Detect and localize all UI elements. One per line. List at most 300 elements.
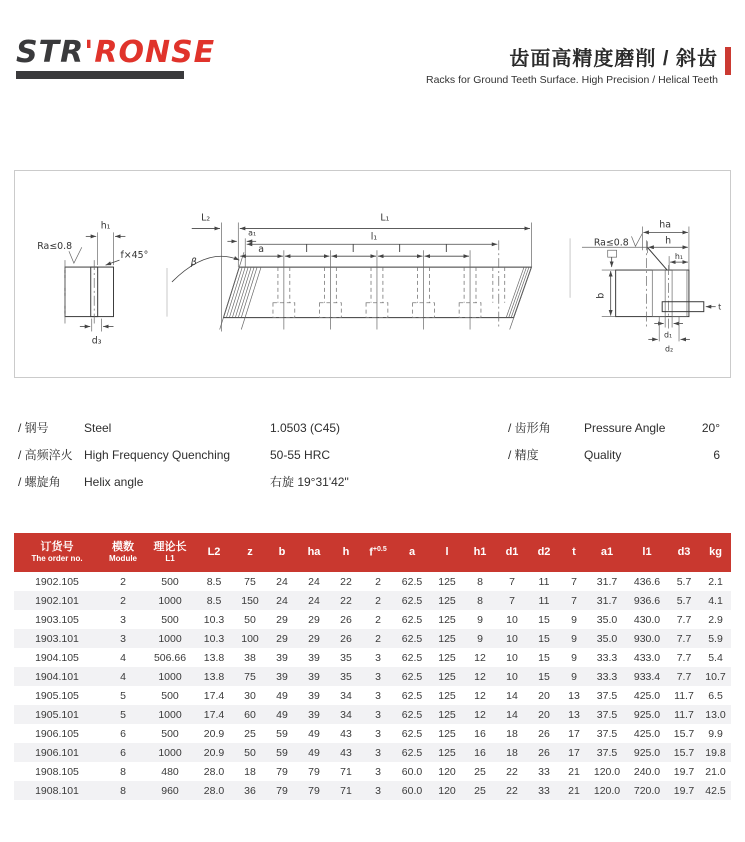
table-cell: 8.5 (206, 575, 222, 588)
table-cell: 1000 (158, 594, 182, 607)
table-cell: 16 (474, 746, 486, 759)
table-cell: 9 (571, 613, 577, 626)
table-cell: 425.0 (633, 689, 661, 702)
table-cell: 500 (161, 575, 179, 588)
table-cell: 430.0 (633, 613, 661, 626)
spec-section-left (18, 414, 488, 495)
table-cell: 125 (438, 670, 456, 683)
table-cell: 500 (161, 727, 179, 740)
depth-symbol (608, 250, 617, 257)
table-cell: 2 (375, 575, 381, 588)
table-cell: 8.5 (206, 594, 222, 607)
table-cell: 62.5 (401, 651, 423, 664)
table-cell: 25 (474, 765, 486, 778)
table-cell: 29 (276, 613, 288, 626)
table-cell: 18 (506, 746, 518, 759)
spec-row-helix-angle (18, 468, 488, 495)
table-row (14, 629, 731, 648)
table-cell: 75 (244, 575, 256, 588)
table-cell: 3 (120, 632, 126, 645)
table-cell: 10 (506, 613, 518, 626)
spec-label-en: Helix angle (84, 474, 144, 489)
table-cell: 7 (509, 575, 515, 588)
page-title-zh: 齿面高精度磨削 / 斜齿 (509, 48, 718, 70)
column-header: z (234, 533, 266, 572)
table-cell: 79 (276, 765, 288, 778)
table-cell: 33 (538, 765, 550, 778)
table-cell: 49 (276, 689, 288, 702)
table-cell: 11.7 (674, 689, 694, 702)
dim-label-h1-left: h₁ (100, 220, 111, 232)
table-cell: 15.7 (673, 746, 695, 759)
table-row (14, 686, 731, 705)
table-cell: 3 (375, 746, 381, 759)
table-cell: 15 (538, 651, 550, 664)
table-cell: 15 (538, 670, 550, 683)
table-cell: 4 (120, 651, 126, 664)
column-header: d2 (528, 533, 560, 572)
column-header: d3 (668, 533, 700, 572)
table-cell: 9 (477, 632, 483, 645)
spec-section-right (508, 414, 720, 468)
column-header: $f^{+0.5}$ (362, 533, 394, 572)
table-cell: 7.7 (676, 670, 692, 683)
column-header: t (560, 533, 588, 572)
table-cell: 7.7 (676, 613, 692, 626)
column-header: l1 (626, 533, 668, 572)
table-cell: 49 (276, 708, 288, 721)
table-row (14, 648, 731, 667)
table-cell: 28.0 (203, 784, 225, 797)
table-cell: 17.4 (203, 689, 225, 702)
dim-label-ha: ha (659, 219, 672, 231)
table-cell: 39 (276, 651, 288, 664)
table-row (14, 781, 731, 800)
table-cell: 62.5 (401, 727, 423, 740)
table-cell: 2 (120, 594, 126, 607)
dim-label-l-2: l (351, 244, 355, 256)
table-cell: 125 (438, 613, 456, 626)
dim-label-l1-top: l₁ (370, 231, 378, 243)
table-cell: 5.7 (676, 575, 692, 588)
spec-row-steel (18, 414, 488, 441)
table-cell: 12 (474, 670, 486, 683)
table-cell: 9 (571, 632, 577, 645)
page-title-en: Racks for Ground Teeth Surface. High Precision / Helical Teeth (425, 74, 718, 86)
table-cell: 433.0 (633, 651, 661, 664)
table-cell: 125 (438, 708, 456, 721)
title-accent-bar (725, 47, 731, 75)
table-cell: 8 (120, 784, 126, 797)
table-cell: 5 (120, 708, 126, 721)
spec-label-zh: / 齿形角 (508, 421, 551, 435)
table-cell: 24 (276, 575, 288, 588)
dimension-table (14, 533, 731, 800)
table-cell: 936.6 (633, 594, 661, 607)
table-cell: 2 (375, 594, 381, 607)
table-cell: 925.0 (633, 746, 661, 759)
table-cell: 1903.105 (35, 613, 79, 626)
table-cell: 35.0 (596, 632, 618, 645)
table-cell: 31.7 (596, 594, 618, 607)
table-cell: 20 (538, 689, 550, 702)
table-cell: 50 (244, 613, 256, 626)
table-cell: 28.0 (203, 765, 225, 778)
logo-part-str: STR (16, 35, 85, 70)
table-cell: 11 (538, 594, 550, 607)
spec-label-en: Steel (84, 420, 112, 435)
table-cell: 71 (340, 765, 352, 778)
table-cell: 2 (375, 632, 381, 645)
table-cell: 8 (477, 594, 483, 607)
table-row (14, 667, 731, 686)
table-row (14, 572, 731, 591)
table-cell: 60.0 (401, 784, 423, 797)
rack-drawing-svg (15, 171, 730, 377)
table-header-row (14, 533, 731, 572)
table-cell: 506.66 (153, 651, 187, 664)
table-cell: 22 (340, 575, 352, 588)
table-cell: 720.0 (633, 784, 661, 797)
table-cell: 62.5 (401, 613, 423, 626)
spec-label-en: Quality (584, 447, 622, 462)
table-cell: 7 (571, 575, 577, 588)
table-cell: 79 (276, 784, 288, 797)
table-cell: 18 (506, 727, 518, 740)
table-cell: 62.5 (401, 689, 423, 702)
table-cell: 933.4 (633, 670, 661, 683)
table-row (14, 762, 731, 781)
table-row (14, 743, 731, 762)
table-cell: 3 (375, 765, 381, 778)
table-cell: 35 (340, 670, 352, 683)
dim-label-ra-right: Ra≤0.8 (593, 237, 629, 249)
table-cell: 35 (340, 651, 352, 664)
brand-logo (16, 35, 216, 79)
column-header: b (266, 533, 298, 572)
table-cell: 1906.105 (35, 727, 79, 740)
title-block (426, 42, 718, 86)
table-cell: 19.7 (673, 784, 695, 797)
table-cell: 37.5 (596, 689, 618, 702)
column-header: 模数 Module (100, 533, 146, 572)
table-cell: 20.9 (203, 727, 225, 740)
table-cell: 13.8 (203, 651, 225, 664)
logo-underline-bar (16, 71, 184, 79)
table-cell: 6 (120, 727, 126, 740)
table-row (14, 591, 731, 610)
table-cell: 3 (375, 670, 381, 683)
table-cell: 60.0 (401, 765, 423, 778)
dim-label-ra-left: Ra≤0.8 (37, 241, 73, 253)
table-cell: 10 (506, 632, 518, 645)
dim-label-h: h (665, 235, 672, 247)
table-cell: 49 (308, 746, 320, 759)
spec-value: 50-55 HRC (270, 447, 331, 462)
table-cell: 3 (375, 651, 381, 664)
table-cell: 125 (438, 575, 456, 588)
table-cell: 8 (120, 765, 126, 778)
table-cell: 930.0 (633, 632, 661, 645)
table-cell: 1903.101 (35, 632, 79, 645)
spec-value: 6 (713, 447, 720, 462)
table-cell: 425.0 (633, 727, 661, 740)
table-cell: 14 (506, 708, 518, 721)
table-cell: 43 (340, 727, 352, 740)
logo-part-ronse: 'RONSE (84, 35, 216, 70)
table-cell: 29 (308, 613, 320, 626)
table-cell: 39 (308, 708, 320, 721)
table-row (14, 724, 731, 743)
spec-row-quenching (18, 441, 488, 468)
table-cell: 49 (308, 727, 320, 740)
table-cell: 38 (244, 651, 256, 664)
technical-drawing (14, 170, 731, 378)
spec-label-zh: / 精度 (508, 448, 539, 462)
brand-logo-text (16, 35, 216, 70)
table-cell: 8 (477, 575, 483, 588)
table-cell: 21 (568, 765, 580, 778)
column-header: d1 (496, 533, 528, 572)
table-cell: 10 (506, 670, 518, 683)
table-cell: 62.5 (401, 670, 423, 683)
hatch-right-end (506, 267, 529, 318)
table-cell: 17 (568, 746, 580, 759)
table-cell: 17 (568, 727, 580, 740)
table-cell: 26 (340, 613, 352, 626)
table-row (14, 610, 731, 629)
column-header: kg (700, 533, 731, 572)
table-cell: 5 (120, 689, 126, 702)
table-cell: 60 (244, 708, 256, 721)
table-cell: 20 (538, 708, 550, 721)
table-cell: 2 (120, 575, 126, 588)
table-cell: 2 (375, 613, 381, 626)
table-cell: 7.7 (676, 632, 692, 645)
table-cell: 30 (244, 689, 256, 702)
table-cell: 125 (438, 727, 456, 740)
table-cell: 29 (276, 632, 288, 645)
spec-row-quality (508, 441, 720, 468)
table-cell: 500 (161, 613, 179, 626)
table-cell: 12 (474, 689, 486, 702)
spec-label-en: High Frequency Quenching (84, 447, 231, 462)
table-cell: 2.9 (708, 613, 723, 626)
table-cell: 79 (308, 765, 320, 778)
table-cell: 5.7 (676, 594, 692, 607)
table-cell: 6.5 (708, 689, 723, 702)
table-cell: 3 (375, 727, 381, 740)
table-cell: 79 (308, 784, 320, 797)
spec-label-zh: / 高频淬火 (18, 448, 73, 462)
table-cell: 1906.101 (35, 746, 79, 759)
table-cell: 10.7 (705, 670, 726, 683)
table-cell: 4.1 (708, 594, 723, 607)
dim-label-f45: f×45° (120, 250, 149, 262)
table-cell: 33 (538, 784, 550, 797)
table-cell: 39 (276, 670, 288, 683)
table-cell: 120 (438, 765, 456, 778)
table-cell: 10 (506, 651, 518, 664)
table-body (14, 572, 731, 800)
column-header: l (430, 533, 464, 572)
table-cell: 39 (308, 651, 320, 664)
column-header: ha (298, 533, 330, 572)
table-cell: 240.0 (633, 765, 661, 778)
dim-label-l-3: l (398, 244, 402, 256)
table-cell: 19.8 (705, 746, 726, 759)
table-cell: 13.8 (203, 670, 225, 683)
table-cell: 34 (340, 708, 352, 721)
dim-label-t: t (718, 302, 722, 312)
dim-label-b: b (595, 292, 607, 299)
spec-value: 1.0503 (C45) (270, 420, 341, 435)
table-cell: 16 (474, 727, 486, 740)
table-cell: 7 (509, 594, 515, 607)
table-cell: 43 (340, 746, 352, 759)
table-cell: 36 (244, 784, 256, 797)
table-cell: 25 (244, 727, 256, 740)
table-cell: 12 (474, 651, 486, 664)
table-cell: 22 (506, 784, 518, 797)
table-cell: 436.6 (633, 575, 661, 588)
dim-label-L1: L₁ (380, 212, 390, 224)
table-cell: 9.9 (708, 727, 723, 740)
table-head (14, 533, 731, 572)
table-cell: 15 (538, 632, 550, 645)
table-cell: 5.9 (708, 632, 723, 645)
table-cell: 7.7 (676, 651, 692, 664)
table-cell: 59 (276, 727, 288, 740)
spec-value: 右旋 19°31'42" (270, 475, 349, 489)
table-cell: 22 (506, 765, 518, 778)
table-cell: 125 (438, 689, 456, 702)
table-cell: 10.3 (203, 613, 225, 626)
table-cell: 21 (568, 784, 580, 797)
table-cell: 37.5 (596, 727, 618, 740)
table-cell: 37.5 (596, 746, 618, 759)
dim-label-a1-top: a₁ (248, 228, 257, 238)
table-cell: 13 (568, 689, 580, 702)
table-cell: 150 (241, 594, 259, 607)
table-cell: 39 (308, 670, 320, 683)
table-cell: 12 (474, 708, 486, 721)
dim-label-h1-right: h₁ (674, 252, 684, 262)
spec-row-pressure-angle (508, 414, 720, 441)
table-cell: 9 (571, 651, 577, 664)
table-cell: 125 (438, 594, 456, 607)
dim-label-l-4: l (444, 244, 448, 256)
table-cell: 1000 (158, 746, 182, 759)
table-cell: 1000 (158, 670, 182, 683)
table-cell: 13.0 (705, 708, 726, 721)
column-header: a1 (588, 533, 626, 572)
table-cell: 10.3 (203, 632, 225, 645)
table-cell: 480 (161, 765, 179, 778)
table-cell: 1902.101 (35, 594, 79, 607)
table-cell: 71 (340, 784, 352, 797)
table-cell: 120.0 (593, 784, 621, 797)
spec-value: 20° (701, 420, 720, 435)
table-cell: 13 (568, 708, 580, 721)
table-cell: 125 (438, 651, 456, 664)
table-cell: 62.5 (401, 575, 423, 588)
table-cell: 125 (438, 746, 456, 759)
table-cell: 125 (438, 632, 456, 645)
table-cell: 25 (474, 784, 486, 797)
table-cell: 2.1 (708, 575, 723, 588)
dim-label-d1: d₁ (664, 330, 673, 340)
table-cell: 24 (276, 594, 288, 607)
table-cell: 59 (276, 746, 288, 759)
dim-label-a: a (258, 244, 264, 256)
table-cell: 14 (506, 689, 518, 702)
spec-label-zh: / 螺旋角 (18, 475, 61, 489)
column-header: 理论长 L1 (146, 533, 194, 572)
table-cell: 33.3 (596, 670, 618, 683)
table-cell: 37.5 (596, 708, 618, 721)
table-cell: 35.0 (596, 613, 618, 626)
table-cell: 21.0 (705, 765, 726, 778)
table-cell: 24 (308, 594, 320, 607)
table-cell: 1905.105 (35, 689, 79, 702)
table-cell: 1000 (158, 632, 182, 645)
table-cell: 1000 (158, 708, 182, 721)
left-section-view (37, 220, 148, 346)
table-cell: 1902.105 (35, 575, 79, 588)
table-cell: 1904.101 (35, 670, 79, 683)
column-header: h1 (464, 533, 496, 572)
rack-top-view (172, 213, 532, 332)
table-cell: 6 (120, 746, 126, 759)
table-cell: 26 (538, 746, 550, 759)
table-cell: 31.7 (596, 575, 618, 588)
table-cell: 500 (161, 689, 179, 702)
table-cell: 3 (375, 689, 381, 702)
table-cell: 7 (571, 594, 577, 607)
table-cell: 20.9 (203, 746, 225, 759)
table-cell: 22 (340, 594, 352, 607)
side-section-view (582, 219, 721, 353)
table-cell: 62.5 (401, 632, 423, 645)
table-cell: 18 (244, 765, 256, 778)
table-cell: 925.0 (633, 708, 661, 721)
column-header: a (394, 533, 430, 572)
table-cell: 62.5 (401, 708, 423, 721)
table-row (14, 705, 731, 724)
dim-label-l-1: l (305, 244, 308, 256)
surface-finish-icon (631, 233, 642, 246)
table-cell: 11.7 (674, 708, 694, 721)
dim-label-d3: d₃ (91, 335, 102, 347)
table-cell: 50 (244, 746, 256, 759)
table-cell: 15.7 (673, 727, 695, 740)
table-cell: 120.0 (593, 765, 621, 778)
table-cell: 42.5 (705, 784, 726, 797)
table-cell: 62.5 (401, 594, 423, 607)
table-cell: 62.5 (401, 746, 423, 759)
table-cell: 1908.105 (35, 765, 79, 778)
table-cell: 9 (571, 670, 577, 683)
table-cell: 26 (340, 632, 352, 645)
spec-label-zh: / 钢号 (18, 421, 49, 435)
column-header: 订货号 The order no. (14, 533, 100, 572)
table-cell: 960 (161, 784, 179, 797)
spec-label-en: Pressure Angle (584, 420, 666, 435)
table-cell: 24 (308, 575, 320, 588)
dim-label-L2: L₂ (201, 212, 211, 224)
table-cell: 3 (375, 708, 381, 721)
